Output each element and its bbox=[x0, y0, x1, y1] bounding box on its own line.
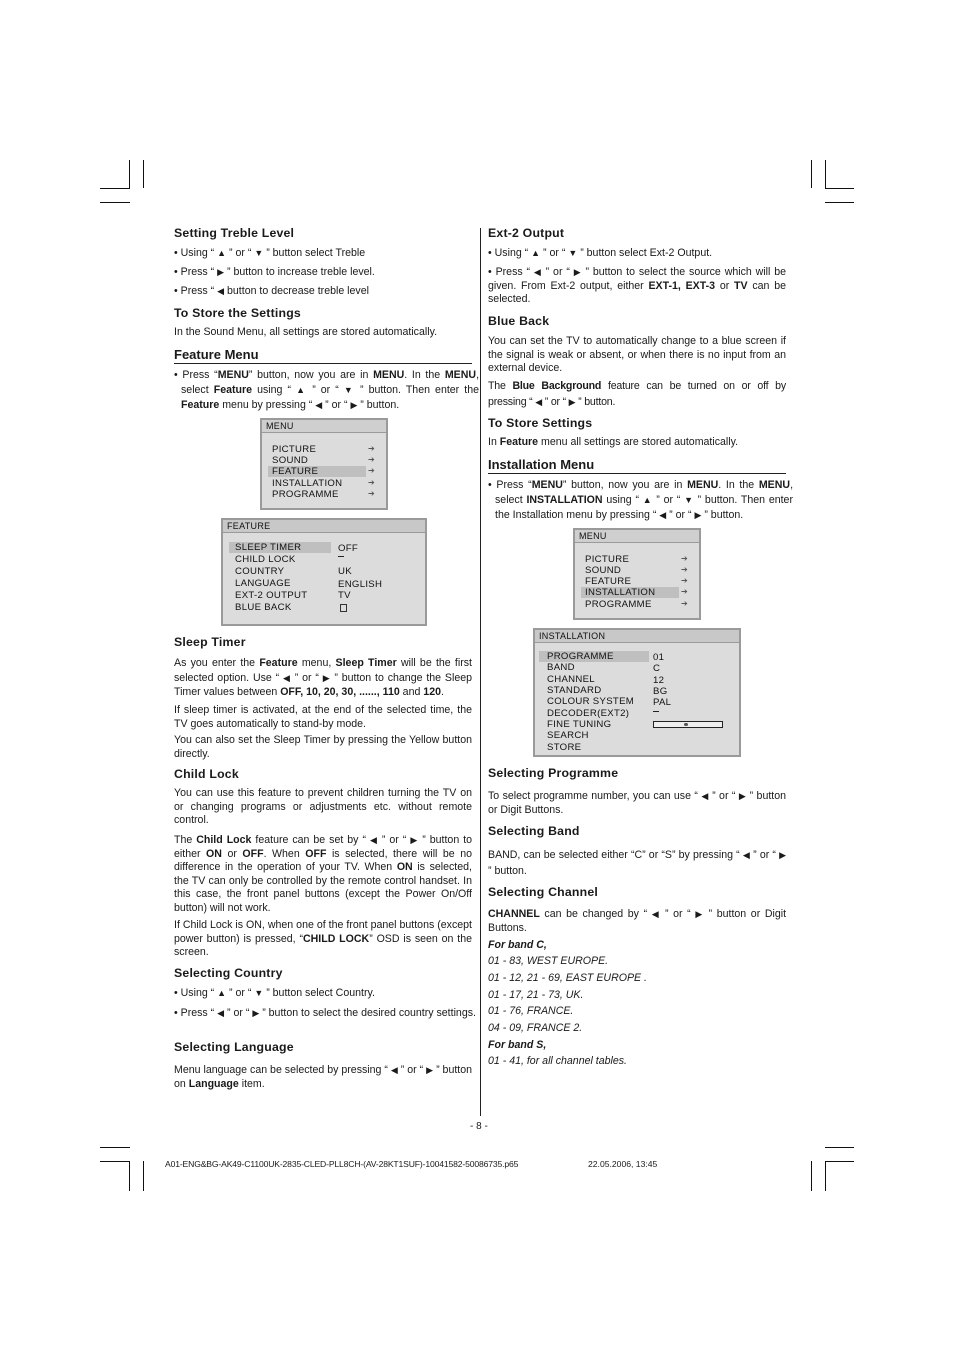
selecting-band-heading: Selecting Band bbox=[488, 824, 580, 838]
arrow-icon: ➔ bbox=[368, 455, 376, 464]
osd-menu-item: SOUND bbox=[272, 455, 309, 466]
store-settings-heading: To Store Settings bbox=[488, 416, 593, 430]
slider-handle bbox=[684, 723, 688, 726]
osd-menu-item: PICTURE bbox=[585, 554, 630, 565]
child-lock-text-2: The Child Lock feature can be set by “ ◀ ” or “ ▶ ” button to either ON or OFF. When OFF is selected, there will be no difference in the operation of your TV. When ON is selected, the TV can only be controlled by the remote control handset. In this case, the front panel buttons (except the Power On/Off button) will not work. bbox=[174, 834, 473, 914]
arrow-icon: ➔ bbox=[368, 489, 376, 498]
osd-item: FINE TUNING bbox=[547, 719, 612, 730]
osd-title: FEATURE bbox=[223, 520, 425, 533]
osd-title: INSTALLATION bbox=[535, 630, 739, 643]
band-c-label: For band C, bbox=[488, 939, 547, 951]
store-settings-text: In Feature menu all settings are stored automatically. bbox=[488, 436, 739, 448]
selecting-programme-heading: Selecting Programme bbox=[488, 766, 619, 780]
arrow-icon: ➔ bbox=[681, 565, 689, 574]
treble-bullet-3: • Press “ ◀ button to decrease treble level bbox=[174, 285, 369, 297]
child-lock-heading: Child Lock bbox=[174, 767, 239, 781]
page-number: - 8 - bbox=[470, 1121, 488, 1132]
osd-item: STANDARD bbox=[547, 685, 602, 696]
feature-osd bbox=[221, 518, 427, 626]
selecting-channel-text: CHANNEL can be changed by “ ◀ ” or “ ▶ ” button or Digit Buttons. bbox=[488, 908, 787, 934]
osd-value: OFF bbox=[338, 543, 359, 554]
selecting-channel-heading: Selecting Channel bbox=[488, 885, 598, 899]
osd-value: UK bbox=[338, 566, 352, 577]
osd-value: TV bbox=[338, 590, 351, 601]
osd-item: BAND bbox=[547, 662, 575, 673]
country-bullet-2: • Press “ ◀ ” or “ ▶ ” button to select the desired country settings. bbox=[174, 1007, 476, 1019]
main-menu-osd bbox=[260, 418, 388, 510]
osd-menu-item-selected: FEATURE bbox=[268, 466, 366, 477]
arrow-icon: ➔ bbox=[681, 587, 689, 596]
blue-back-heading: Blue Back bbox=[488, 314, 550, 328]
country-bullet-1: • Using “ ▲ ” or “ ▼ ” button select Country. bbox=[174, 987, 375, 999]
arrow-icon: ➔ bbox=[368, 478, 376, 487]
footer-filename: A01-ENG&BG-AK49-C1100UK-2835-CLED-PLL8CH-(AV-28KT1SUF)-10041582-50086735.p65 bbox=[165, 1159, 519, 1169]
feature-menu-heading: Feature Menu bbox=[174, 347, 472, 364]
child-lock-text-1: You can use this feature to prevent children turning the TV on or changing programs or adjustments etc. without remote control. bbox=[174, 787, 472, 827]
osd-item: BLUE BACK bbox=[235, 602, 292, 613]
osd-value: PAL bbox=[653, 697, 672, 708]
osd-menu-item: INSTALLATION bbox=[272, 478, 343, 489]
arrow-icon: ➔ bbox=[368, 444, 376, 453]
country-heading: Selecting Country bbox=[174, 966, 283, 980]
osd-item-selected: SLEEP TIMER bbox=[229, 542, 331, 553]
channel-range: 01 - 12, 21 - 69, EAST EUROPE . bbox=[488, 972, 647, 984]
sleep-timer-text-2: If sleep timer is activated, at the end of the selected time, the TV goes automatically to stand-by mode. bbox=[174, 704, 472, 730]
ext2-bullet-1: • Using “ ▲ ” or “ ▼ ” button select Ext-2 Output. bbox=[488, 247, 713, 259]
language-heading: Selecting Language bbox=[174, 1040, 294, 1054]
channel-range: 01 - 76, FRANCE. bbox=[488, 1005, 574, 1017]
channel-range: 01 - 41, for all channel tables. bbox=[488, 1055, 627, 1067]
osd-item: CHANNEL bbox=[547, 674, 595, 685]
selecting-band-text: BAND, can be selected either “C” or “S” by pressing “ ◀ ” or “ ▶ ” button. bbox=[488, 849, 786, 877]
osd-menu-item: FEATURE bbox=[585, 576, 632, 587]
osd-title: MENU bbox=[575, 530, 699, 543]
osd-item: COUNTRY bbox=[235, 566, 285, 577]
osd-menu-item-selected: INSTALLATION bbox=[581, 587, 679, 598]
installation-osd bbox=[533, 628, 741, 757]
osd-item-selected: PROGRAMME bbox=[539, 651, 649, 662]
footer-date: 22.05.2006, 13:45 bbox=[588, 1159, 658, 1169]
osd-value: BG bbox=[653, 686, 668, 697]
osd-value-off-dash bbox=[653, 711, 659, 713]
osd-item: SEARCH bbox=[547, 730, 589, 741]
osd-item: CHILD LOCK bbox=[235, 554, 296, 565]
language-text: Menu language can be selected by pressing “ ◀ ” or “ ▶ ” button on Language item. bbox=[174, 1064, 473, 1090]
osd-item: STORE bbox=[547, 742, 582, 753]
osd-value: 12 bbox=[653, 675, 665, 686]
checkbox-icon bbox=[340, 604, 347, 612]
arrow-icon: ➔ bbox=[681, 576, 689, 585]
osd-item: COLOUR SYSTEM bbox=[547, 696, 635, 707]
treble-bullet-2: • Press “ ▶ ” button to increase treble level. bbox=[174, 266, 375, 278]
treble-bullet-1: • Using “ ▲ ” or “ ▼ ” button select Treble bbox=[174, 247, 366, 259]
osd-menu-item: PICTURE bbox=[272, 444, 317, 455]
arrow-icon: ➔ bbox=[368, 466, 376, 475]
osd-menu-item: PROGRAMME bbox=[272, 489, 339, 500]
selecting-programme-text: To select programme number, you can use “ ◀ ” or “ ▶ ” button or Digit Buttons. bbox=[488, 790, 787, 816]
main-menu-osd-right bbox=[573, 528, 701, 620]
osd-item: LANGUAGE bbox=[235, 578, 291, 589]
band-s-label: For band S, bbox=[488, 1039, 547, 1051]
osd-value: 01 bbox=[653, 652, 665, 663]
channel-range: 01 - 83, WEST EUROPE. bbox=[488, 955, 609, 967]
store-text: In the Sound Menu, all settings are stored automatically. bbox=[174, 326, 438, 338]
installation-menu-heading: Installation Menu bbox=[488, 457, 786, 474]
osd-title: MENU bbox=[262, 420, 386, 433]
osd-value: ENGLISH bbox=[338, 579, 383, 590]
osd-menu-item: SOUND bbox=[585, 565, 622, 576]
arrow-icon: ➔ bbox=[681, 599, 689, 608]
feature-intro: • Press “MENU” button, now you are in MENU. In the MENU, select Feature using “ ▲ ” or “ ▼ ” button. Then enter the Feature menu by pressing “ ◀ ” or “ ▶ ” button. bbox=[174, 369, 480, 412]
sleep-timer-heading: Sleep Timer bbox=[174, 635, 246, 649]
sleep-timer-text: As you enter the Feature menu, Sleep Timer will be the first selected option. Use “ ◀ ” or “ ▶ ” button to change the Sleep Timer values between OFF, 10, 20, 30, ......, 110 and 120. bbox=[174, 657, 472, 699]
osd-menu-item: PROGRAMME bbox=[585, 599, 652, 610]
column-divider bbox=[480, 228, 481, 1116]
channel-range: 04 - 09, FRANCE 2. bbox=[488, 1022, 583, 1034]
blue-back-text-1: You can set the TV to automatically change to a blue screen if the signal is weak or absent, or when there is no input from an external device. bbox=[488, 335, 786, 375]
treble-heading: Setting Treble Level bbox=[174, 226, 295, 240]
osd-value-off-dash bbox=[338, 556, 344, 558]
installation-intro: • Press “MENU” button, now you are in MENU. In the MENU, select INSTALLATION using “ ▲ ” or “ ▼ ” button. Then enter the Installation menu by pressing “ ◀ ” or “ ▶ ” button. bbox=[488, 479, 794, 522]
store-heading: To Store the Settings bbox=[174, 306, 301, 320]
sleep-timer-text-3: You can also set the Sleep Timer by pressing the Yellow button directly. bbox=[174, 734, 472, 760]
osd-value: C bbox=[653, 663, 661, 674]
ext2-heading: Ext-2 Output bbox=[488, 226, 565, 240]
arrow-icon: ➔ bbox=[681, 554, 689, 563]
fine-tuning-slider bbox=[653, 721, 723, 728]
osd-item: EXT-2 OUTPUT bbox=[235, 590, 308, 601]
blue-back-text-2: The Blue Background feature can be turned on or off by pressing “ ◀ ” or “ ▶ ” button. bbox=[488, 380, 786, 408]
ext2-bullet-2: • Press “ ◀ ” or “ ▶ ” button to select the source which will be given. From Ext-2 output, either EXT-1, EXT-3 or TV can be selected. bbox=[488, 266, 787, 306]
channel-range: 01 - 17, 21 - 73, UK. bbox=[488, 989, 584, 1001]
child-lock-text-3: If Child Lock is ON, when one of the front panel buttons (except power button) is pressed, “CHILD LOCK” OSD is seen on the screen. bbox=[174, 919, 472, 959]
osd-item: DECODER(EXT2) bbox=[547, 708, 630, 719]
